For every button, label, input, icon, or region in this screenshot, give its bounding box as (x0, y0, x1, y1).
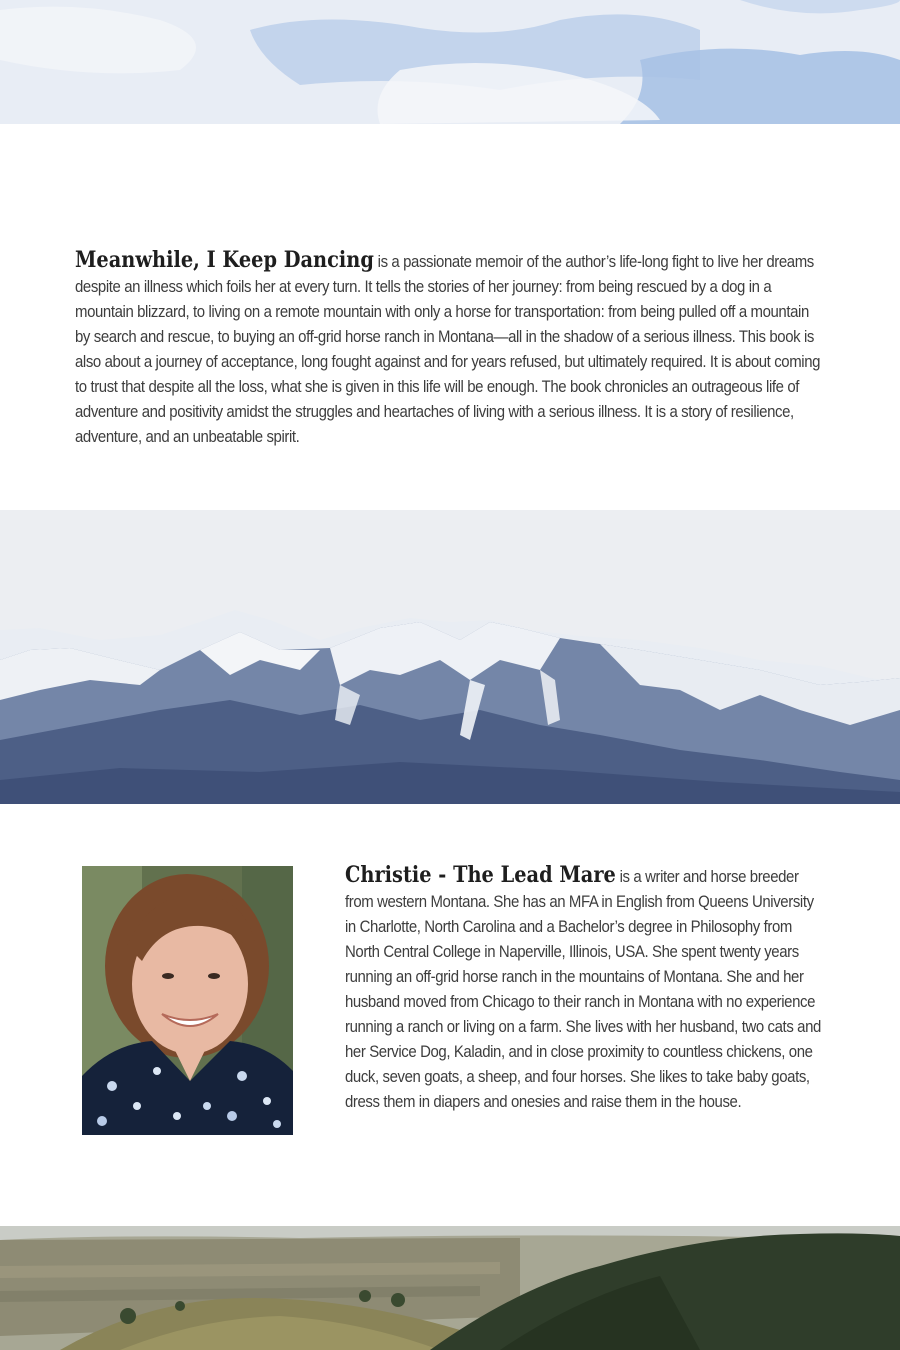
author-name: Christie - The Lead Mare (345, 862, 616, 888)
mountain-landscape-image (0, 510, 900, 804)
book-title: Meanwhile, I Keep Dancing (75, 247, 374, 273)
book-description-text: is a passionate memoir of the author’s life-long fight to live her dreams despite an illness which foils her at every turn. It tells the stories of her journey: from being rescued by a dog in a mountain blizzard, to living on a remote mountain with only a horse for transportation: from being pulled off a mountain by search and rescue, to buying an off-grid horse ranch in Montana—all in the shadow of a serious illness. This book is also about a journey of acceptance, long fought against and for years refused, but ultimately required. It is about coming to trust that despite all the loss, what she is given in this life will be enough. The book chronicles an outrageous life of adventure and positivity amidst the struggles and heartaches of living with a serious illness. It is a story of resilience, adventure, and an unbeatable spirit. (75, 252, 821, 446)
author-bio (345, 863, 825, 1114)
sky-banner-image (0, 0, 900, 124)
author-bio-text: is a writer and horse breeder from western Montana. She has an MFA in English from Queens University in Charlotte, North Carolina and a Bachelor’s degree in Philosophy from North Central College in Naperville, Illinois, USA. She spent twenty years running an off-grid horse ranch in the mountains of Montana. She and her husband moved from Chicago to their ranch in Montana with no experience running a ranch or living on a farm. She lives with her husband, two cats and her Service Dog, Kaladin, and in close proximity to countless chickens, one duck, seven goats, a sheep, and four horses. She likes to take baby goats, dress them in diapers and onesies and raise them in the house. (345, 867, 821, 1111)
book-description (75, 248, 827, 449)
valley-landscape-image (0, 1226, 900, 1350)
author-photo (82, 866, 293, 1135)
